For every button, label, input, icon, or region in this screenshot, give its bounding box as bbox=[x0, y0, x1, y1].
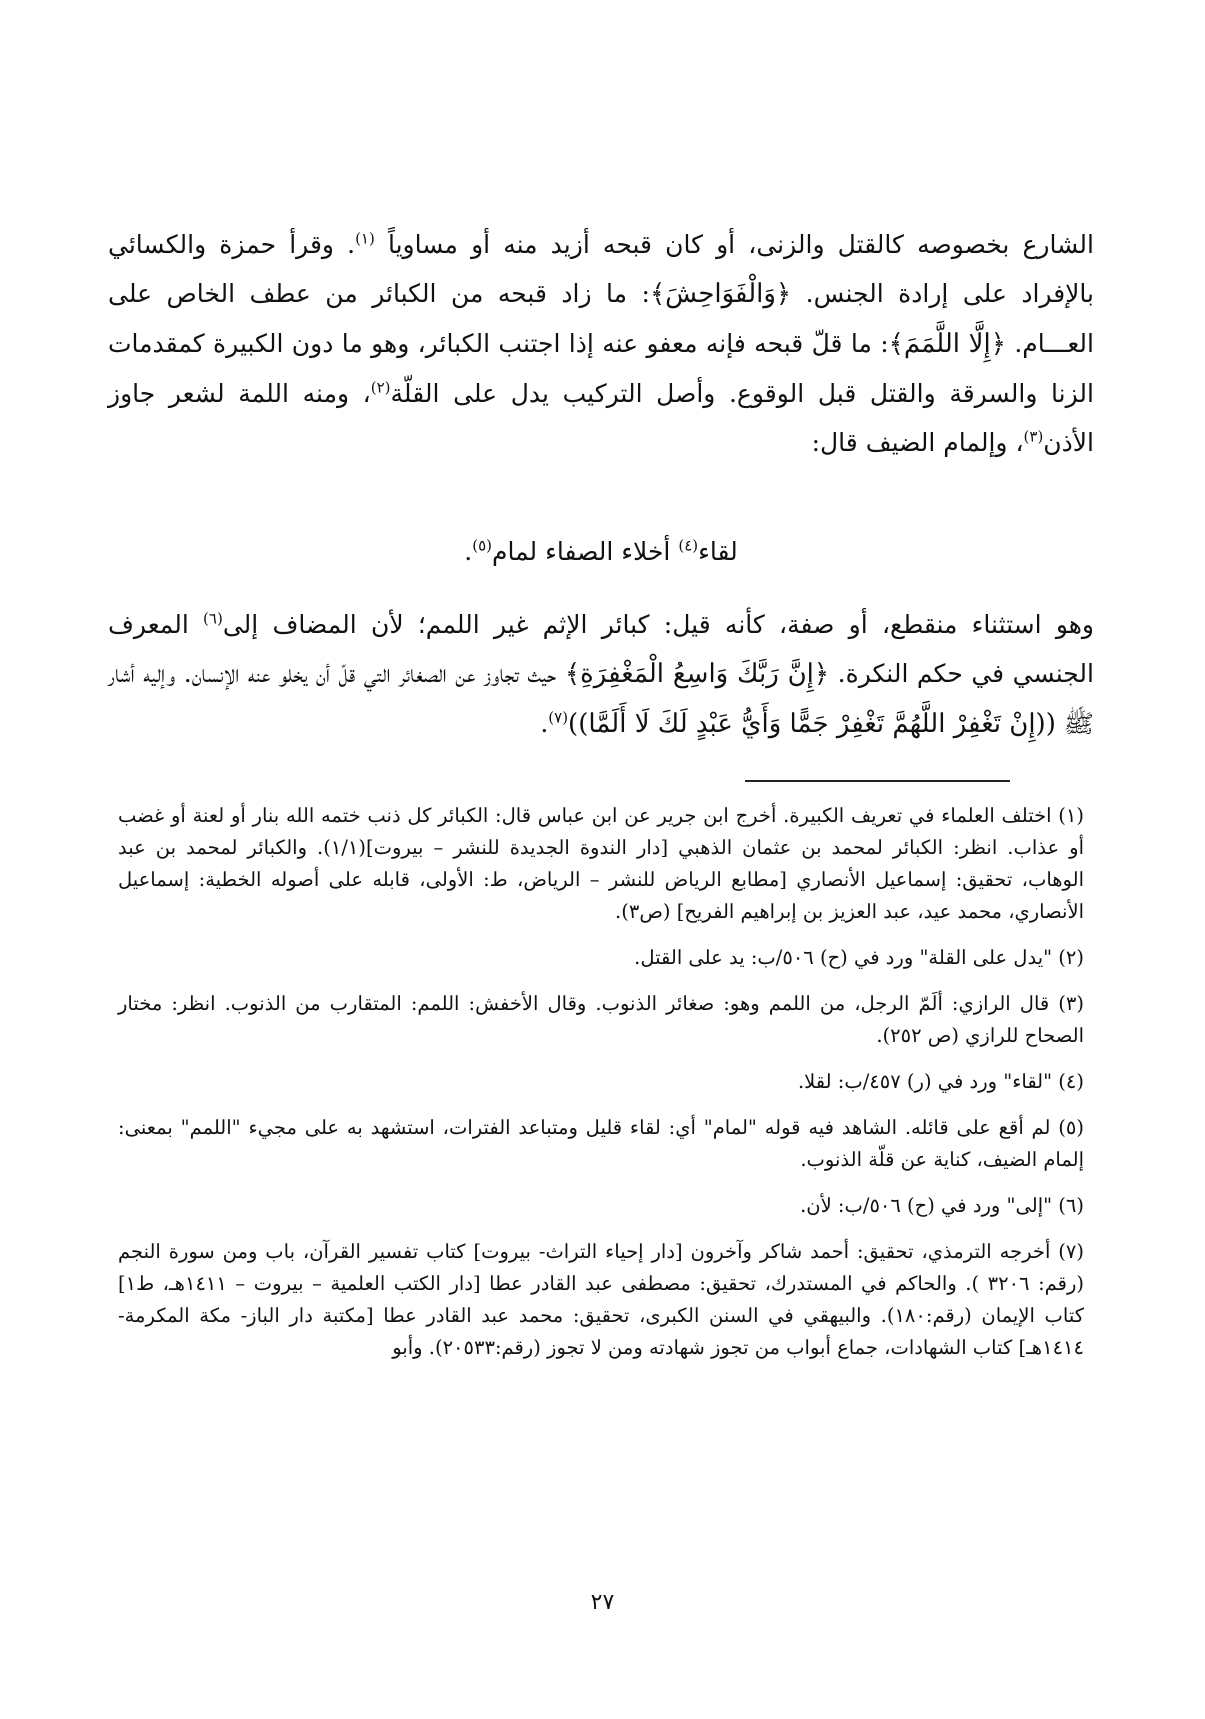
text-segment: ، وإلمام الضيف قال: bbox=[811, 428, 1024, 457]
text-segment: ، ومنه اللمة لشعر جاوز الأذن bbox=[108, 379, 1094, 457]
footnote-1: (١) اختلف العلماء في تعريف الكبيرة. أخرج ابن جرير عن ابن عباس قال: الكبائر كل ذنب ختمه الله بنار أو لعنة أو غضب أو عذاب. انظر: الكبائر لمحمد بن عثمان الذهبي [دار الندوة الجديدة للنشر – بيروت](١/١). والكبائر لمحمد بن عبد الوهاب، تحقيق: إسماعيل الأنصاري [مطابع الرياض للنشر – الرياض، ط: الأولى، قابله على أصوله الخطية: إسماعيل الأنصاري، محمد عيد، عبد العزيز بن إبراهيم الفريح] (ص٣). bbox=[118, 804, 1084, 923]
verse-text: أخلاء الصفاء لمام bbox=[491, 537, 679, 566]
footnote-2: (٢) "يدل على القلة" ورد في (ح) ٥٠٦/ب: يد على القتل. bbox=[634, 946, 1084, 969]
footnote-ref-3: (٣) bbox=[1023, 427, 1044, 446]
verse-text: لقاء bbox=[698, 537, 738, 566]
footnote-separator bbox=[745, 780, 1010, 782]
text-segment: . وقرأ حمزة والكسائي بالإفراد على إرادة الجنس. bbox=[108, 230, 1094, 308]
paragraph-main-2 bbox=[108, 600, 1094, 749]
footnote-3: (٣) قال الرازي: ألَمّ الرجل، من اللمم وهو: صغائر الذنوب. وقال الأخفش: اللمم: المتقارب من الذنوب. انظر: مختار الصحاح للرازي (ص ٢٥٢). bbox=[118, 992, 1084, 1047]
text-segment: وهو استثناء منقطع، أو صفة، كأنه قيل: كبائر الإثم غير اللمم؛ لأن المضاف إلى bbox=[222, 610, 1094, 639]
page-number: ٢٧ bbox=[590, 1590, 615, 1615]
footnote-ref-5: (٥) bbox=[472, 536, 492, 555]
footnote-5: (٥) لم أقع على قائله. الشاهد فيه قوله "لمام" أي: لقاء قليل ومتباعد الفترات، استشهد به على مجيء "اللمم" بمعنى: إلمام الضيف، كناية عن قلّة الذنوب. bbox=[118, 1116, 1084, 1171]
quran-quote: ﴿إِنَّ رَبَّكَ وَاسِعُ الْمَغْفِرَةِ﴾ bbox=[564, 659, 830, 689]
footnote-ref-2: (٢) bbox=[370, 378, 391, 397]
quran-quote: ﴿إِلَّا اللَّمَمَ﴾ bbox=[888, 329, 1006, 359]
quran-quote: ﴿وَالْفَوَاحِشَ﴾ bbox=[649, 279, 792, 309]
verse-text: . bbox=[464, 537, 473, 566]
footnote-7: (٧) أخرجه الترمذي، تحقيق: أحمد شاكر وآخرون [دار إحياء التراث- بيروت] كتاب تفسير القرآن، باب ومن سورة النجم (رقم: ٣٢٠٦ ). والحاكم في المستدرك، تحقيق: مصطفى عبد القادر عطا [دار الكتب العلمية – بيروت – ١٤١١هـ، ط١] كتاب الإيمان (رقم:١٨٠). والبيهقي في السنن الكبرى، تحقيق: محمد عبد القادر عطا [مكتبة دار الباز- مكة المكرمة- ١٤١٤هـ] كتاب الشهادات، جماع أبواب من تجوز شهادته ومن لا تجوز (رقم:٢٠٥٣٣). وأبو bbox=[118, 1240, 1084, 1359]
footnote-6: (٦) "إلى" ورد في (ح) ٥٠٦/ب: لأن. bbox=[800, 1194, 1084, 1217]
paragraph-main-1 bbox=[108, 220, 1094, 467]
text-segment: . bbox=[540, 709, 549, 738]
text-segment: حيث تجاوز عن الصغائر التي قلّ أن يخلو عنه الإنسان. وإليه أشار ﷺ bbox=[108, 659, 1094, 738]
footnote-ref-4: (٤) bbox=[678, 536, 699, 555]
text-segment: الشارع بخصوصه كالقتل والزنى، أو كان قبحه أزيد منه أو مساوياً bbox=[374, 230, 1094, 259]
poetry-verse bbox=[108, 532, 1094, 572]
text-segment: المعرف الجنسي في حكم النكرة. bbox=[108, 610, 1094, 688]
footnote-ref-6: (٦) bbox=[203, 609, 223, 628]
footnote-4: (٤) "لقاء" ورد في (ر) ٤٥٧/ب: لقلا. bbox=[797, 1070, 1084, 1093]
text-segment: : ما زاد قبحه من الكبائر من عطف الخاص على العـــام. bbox=[108, 279, 1094, 358]
footnote-ref-1: (١) bbox=[355, 229, 375, 248]
hadith-quote: ((إِنْ تَغْفِرْ اللَّهُمَّ تَغْفِرْ جَمًّا وَأَيُّ عَبْدٍ لَكَ لَا أَلَمَّا)) bbox=[568, 709, 1056, 739]
footnote-ref-7: (٧) bbox=[548, 708, 569, 727]
text-segment: : ما قلّ قبحه فإنه معفو عنه إذا اجتنب الكبائر، وهو ما دون الكبيرة كمقدمات الزنا والسرقة والقتل قبل الوقوع. وأصل التركيب يدل على القلّة bbox=[108, 329, 1094, 408]
footnotes-section bbox=[118, 800, 1084, 1378]
